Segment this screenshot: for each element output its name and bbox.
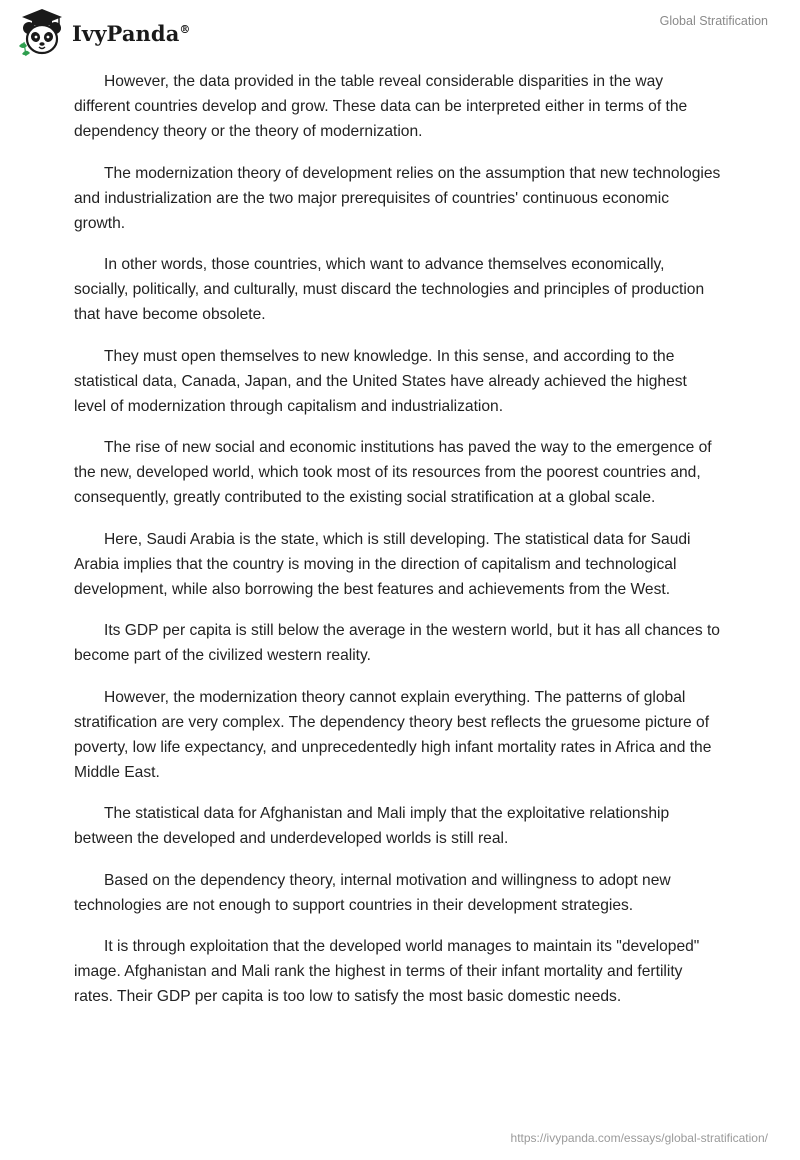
paragraph: The modernization theory of development relies on the assumption that new technologies and industrialization are the two major prerequisites of countries' continuous economic growth. — [74, 164, 721, 232]
paragraph: It is through exploitation that the developed world manages to maintain its "developed" image. Afghanistan and Mali rank the highest in terms of their infant mortality and fertility rates. Their GDP per capita is too low to satisfy the most basic domestic needs. — [74, 938, 700, 1005]
essay-body — [74, 69, 722, 1026]
paragraph: Based on the dependency theory, internal motivation and willingness to adopt new technologies are not enough to support countries in their development strategies. — [74, 871, 671, 914]
paragraph: They must open themselves to new knowledge. In this sense, and according to the statistical data, Canada, Japan, and the United States have already achieved the highest level of modernization through capitalism and industrialization. — [74, 347, 687, 415]
paragraph: However, the data provided in the table reveal considerable disparities in the way different countries develop and grow. These data can be interpreted either in terms of the dependency theory or the theory of modernization. — [74, 73, 688, 140]
paragraph: In other words, those countries, which want to advance themselves economically, socially, politically, and culturally, must discard the technologies and principles of production that have become obsolete. — [74, 256, 705, 323]
document-title: Global Stratification — [659, 14, 768, 28]
source-url-link[interactable]: https://ivypanda.com/essays/global-stratification/ — [510, 1131, 768, 1145]
paragraph: However, the modernization theory cannot explain everything. The patterns of global stratification are very complex. The dependency theory best reflects the gruesome picture of poverty, low life expectancy, and unprecedentedly high infant mortality rates in Africa and the Middle East. — [74, 688, 712, 781]
paragraph: The rise of new social and economic institutions has paved the way to the emergence of the new, developed world, which took most of its resources from the poorest countries and, consequently, greatly contributed to the existing social stratification at a global scale. — [74, 439, 712, 506]
registered-mark: ® — [179, 22, 191, 36]
brand-name: IvyPanda® — [72, 20, 191, 46]
paragraph: Its GDP per capita is still below the average in the western world, but it has all chances to become part of the civilized western reality. — [74, 622, 720, 664]
panda-graduate-icon — [16, 8, 68, 58]
ivypanda-logo[interactable] — [16, 8, 191, 58]
paragraph: The statistical data for Afghanistan and Mali imply that the exploitative relationship between the developed and underdeveloped worlds is still real. — [74, 805, 670, 847]
paragraph: Here, Saudi Arabia is the state, which is still developing. The statistical data for Saudi Arabia implies that the country is moving in the direction of capitalism and technological development, while also borrowing the best features and achievements from the West. — [74, 530, 691, 598]
page-header — [0, 0, 800, 60]
